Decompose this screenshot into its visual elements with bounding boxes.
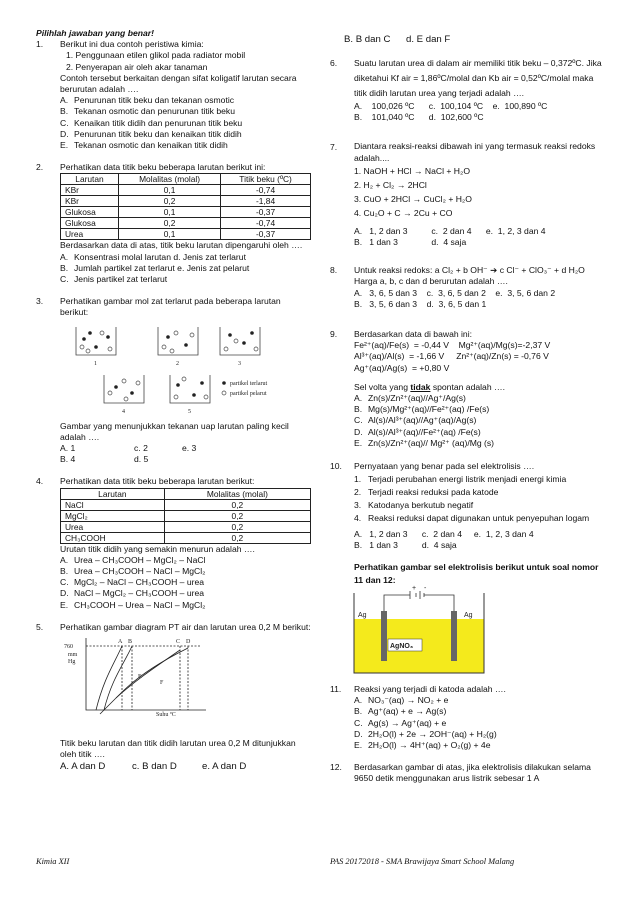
question-text: Diantara reaksi-reaksi dibawah ini yang termasuk reaksi redoks adalah.... [354, 141, 596, 164]
question-number: 3. [36, 296, 44, 307]
option-d[interactable]: D. Penurunan titik beku dan kenaikan titik didih [60, 128, 242, 139]
axis-label: Suhu ºC [156, 712, 176, 719]
table-header: Larutan Molalitas (molal) [61, 488, 311, 499]
option-a[interactable]: A. Konsentrasi molal larutan d. Jenis zat terlarut [60, 251, 246, 262]
question-text: Sel volta yang tidak spontan adalah …. [354, 381, 505, 392]
question-number: 8. [330, 265, 338, 276]
legend-label: partikel terlarut [230, 380, 268, 387]
options-row [60, 761, 311, 772]
point-label: D [186, 639, 191, 646]
option-a[interactable]: A. NO₃⁻(aq) → NO₂ + e [354, 695, 449, 706]
question-text: Urutan titik didih yang semakin menurun adalah …. [60, 543, 255, 554]
table-row: KBr 0,1 -0,74 [61, 185, 311, 196]
question-text: Suatu larutan urea di dalam air memiliki titik beku – 0,372ºC. Jika diketahui Kf air = 1,86ºC/molal dan Kb air = 0,52ºC/molal maka titik didih larutan urea yang terjadi adalah …. [354, 58, 602, 99]
table-header: Larutan Molalitas (molal) Titik beku (ºC) [61, 174, 311, 185]
option-a[interactable]: A. Zn(s)/Zn²⁺(aq)//Ag⁺/Ag(s) [354, 393, 466, 404]
option-d[interactable]: d. 5 [134, 454, 149, 465]
option-c[interactable]: C. Kenaikan titik didih dan penurunan titik beku [60, 117, 243, 128]
options-row [60, 454, 311, 465]
option-c[interactable]: C. Jenis partikel zat terlarut [60, 274, 168, 285]
options-row[interactable]: B. 1 dan 3 d. 4 saja [354, 540, 457, 551]
figure-label: 1 [94, 360, 97, 367]
figure-label: 4 [122, 408, 125, 415]
question-number: 7. [330, 142, 338, 153]
option-b[interactable]: B. B dan C [344, 34, 391, 45]
options-row[interactable]: A. 1, 2 dan 3 c. 2 dan 4 e. 1, 2, 3 dan 4 [354, 226, 546, 237]
point-label: F [160, 680, 164, 687]
item-list [60, 50, 311, 72]
question-number: 12. [330, 762, 342, 773]
question-11 [330, 684, 608, 751]
question-6 [330, 56, 608, 123]
options-row[interactable]: B. 3, 5, 6 dan 3 d. 3, 6, 5 dan 1 [354, 298, 487, 309]
option-a[interactable]: A. Penurunan titik beku dan tekanan osmotic [60, 95, 235, 106]
option-a[interactable]: A. 1 [60, 443, 76, 454]
option-b[interactable]: B. Urea – CH₃COOH – NaCl – MgCl₂ [60, 566, 206, 577]
question-1 [36, 39, 311, 151]
option-e[interactable]: E. CH₃COOH – Urea – NaCl – MgCl₂ [60, 599, 206, 610]
option-a[interactable]: A. Urea – CH₃COOH – MgCl₂ – NaCl [60, 554, 206, 565]
question-text: Harga a, b, c dan d berurutan adalah …. [354, 276, 508, 287]
list-item: 1. Penggunaan etilen glikol pada radiator mobil [66, 50, 246, 61]
options-row[interactable]: B. 101,040 ºC d. 102,600 ºC [354, 112, 484, 123]
option-d[interactable]: D. NaCl – MgCl₂ – CH₃COOH – urea [60, 588, 205, 599]
option-c[interactable]: C. Al(s)/Al³⁺(aq)//Ag⁺(aq)/Ag(s) [354, 415, 477, 426]
question-number: 1. [36, 39, 44, 50]
left-column [36, 28, 311, 772]
question-8 [330, 265, 608, 310]
question-text: Gambar yang menunjukkan tekanan uap larutan paling kecil adalah …. [60, 420, 289, 442]
point-label: B [128, 639, 133, 646]
question-text: Reaksi yang terjadi di katoda adalah …. [354, 684, 506, 695]
question-5 [36, 622, 311, 772]
question-10 [330, 460, 608, 673]
option-e[interactable]: e. 3 [182, 443, 197, 454]
option-b[interactable]: B. Tekanan osmotic dan penurunan titik beku [60, 106, 235, 117]
reaction-item: 2. H₂ + Cl₂ → 2HCl [354, 180, 427, 191]
particle-beakers-figure [60, 321, 310, 419]
question-text: Berdasarkan data di bawah ini: [354, 329, 473, 340]
question-number: 9. [330, 329, 338, 340]
option-b[interactable]: B. Ag⁺(aq) + e → Ag(s) [354, 706, 447, 717]
solution-label: AgNO₃ [390, 643, 414, 651]
statement-item: 4. Reaksi reduksi dapat digunakan untuk penyepuhan logam [354, 513, 590, 524]
question-9 [330, 329, 608, 449]
point-label: A [118, 639, 123, 646]
footer-school: PAS 20172018 - SMA Brawijaya Smart School Malang [330, 856, 515, 866]
question-number: 5. [36, 621, 44, 632]
question-number: 10. [330, 461, 342, 472]
option-c[interactable]: C. MgCl₂ – NaCl – CH₃COOH – urea [60, 577, 205, 588]
option-c[interactable]: C. Ag(s) → Ag⁺(aq) + e [354, 717, 447, 728]
options-row[interactable]: A. 1, 2 dan 3 c. 2 dan 4 e. 1, 2, 3 dan 4 [354, 529, 534, 540]
question-text: Pernyataan yang benar pada sel elektrolisis …. [354, 461, 535, 472]
point-label: E [138, 674, 142, 681]
options-row[interactable]: A. 100,026 ºC c. 100,104 ºC e. 100,890 ºC [354, 101, 548, 112]
question-text: Berdasarkan gambar di atas, jika elektrolisis dilakukan selama 9650 detik menggunakan arus listrik sebesar 1 A [354, 762, 591, 784]
figure-label: 3 [238, 360, 241, 367]
question-text: Perhatikan gambar diagram PT air dan larutan urea 0,2 M berikut: [60, 621, 311, 632]
option-e[interactable]: E. Tekanan osmotic dan kenaikan titik didih [60, 140, 228, 151]
instruction: Pilihlah jawaban yang benar! [36, 28, 154, 38]
electrode-label: Ag [464, 612, 473, 620]
legend-label: partikel pelarut [230, 390, 267, 397]
question-4 [36, 476, 311, 610]
option-c[interactable]: c. 2 [134, 443, 148, 454]
question-text: Berdasarkan data di atas, titik beku larutan dipengaruhi oleh …. [60, 240, 303, 251]
potential-data: Al³⁺(aq)/Al(s) = -1,66 V Zn²⁺(aq)/Zn(s) = -0,76 V [354, 351, 549, 362]
table-row: Glukosa 0,2 -0,74 [61, 218, 311, 229]
option-b[interactable]: B. 4 [60, 454, 76, 465]
diagram-unit: mm [68, 652, 78, 659]
diagram-pressure: 760 [64, 644, 73, 651]
question-text: Perhatikan data titik beku beberapa larutan berikut: [60, 476, 255, 487]
negative-terminal: - [424, 585, 427, 593]
table-row: Glukosa 0,1 -0,37 [61, 207, 311, 218]
statement-item: 2. Terjadi reaksi reduksi pada katode [354, 487, 499, 498]
question-text: Perhatikan data titik beku beberapa larutan berikut ini: [60, 162, 266, 173]
question-number: 2. [36, 162, 44, 173]
question-number: 6. [330, 58, 338, 69]
question-12 [330, 762, 608, 784]
option-e[interactable]: e. A dan D [202, 760, 247, 772]
option-e[interactable]: E. Zn(s)/Zn²⁺(aq)// Mg²⁺ (aq)/Mg (s) [354, 437, 495, 448]
q5-continued-options [330, 34, 608, 45]
electrode-label: Ag [358, 612, 367, 620]
question-text: Titik beku larutan dan titik didih larutan urea 0,2 M ditunjukkan oleh titik …. [60, 738, 296, 760]
table-row: CH₃COOH 0,2 [61, 532, 311, 543]
table-row: MgCl₂ 0,2 [61, 510, 311, 521]
options-row[interactable]: A. 3, 6, 5 dan 3 c. 3, 6, 5 dan 2 e. 3, 5, 6 dan 2 [354, 287, 556, 298]
table-row: Urea 0,1 -0,37 [61, 229, 311, 240]
question-2 [36, 162, 311, 285]
figure-label: 2 [176, 360, 179, 367]
footer-subject: Kimia XII [36, 856, 70, 866]
figure-label: 5 [188, 408, 191, 415]
point-label: C [176, 639, 181, 646]
reaction-item: 3. CuO + 2HCl → CuCl₂ + H₂O [354, 194, 472, 205]
molality-table [60, 488, 311, 544]
right-column [330, 34, 608, 785]
question-number: 11. [330, 684, 342, 695]
diagram-unit: Hg [68, 659, 76, 666]
question-text: Contoh tersebut berkaitan dengan sifat koligatif larutan secara berurutan adalah …. [60, 72, 297, 95]
electrolysis-cell-figure [354, 585, 484, 673]
figure-caption: Perhatikan gambar sel elektrolisis berikut untuk soal nomor 11 dan 12: [354, 562, 599, 586]
statement-item: 3. Katodanya berkutub negatif [354, 500, 474, 511]
list-item: 2. Penyerapan air oleh akar tanaman [66, 61, 208, 72]
option-b[interactable]: B. Jumlah partikel zat terlarut e. Jenis zat pelarut [60, 262, 250, 273]
question-text: Perhatikan gambar mol zat terlarut pada beberapa larutan berikut: [60, 296, 281, 318]
question-text: Berikut ini dua contoh peristiwa kimia: [60, 39, 204, 50]
option-b[interactable]: B. Mg(s)/Mg²⁺(aq)//Fe²⁺(aq) /Fe(s) [354, 404, 490, 415]
reaction-item: 4. Cu₂O + C → 2Cu + CO [354, 208, 453, 219]
potential-data: Ag⁺(aq)/Ag(s) = +0,80 V [354, 362, 450, 373]
question-text: Untuk reaksi redoks: a Cl₂ + b OH⁻ ➔ c Cl⁻ + ClO₃⁻ + d H₂O [354, 265, 585, 276]
pt-diagram [60, 634, 210, 719]
statement-item: 1. Terjadi perubahan energi listrik menjadi energi kimia [354, 474, 567, 485]
option-d[interactable]: d. E dan F [406, 34, 451, 45]
reaction-item: 1. NaOH + HCl → NaCl + H₂O [354, 166, 471, 177]
freezing-point-table [60, 173, 311, 240]
positive-terminal: + [412, 585, 417, 593]
table-row: NaCl 0,2 [61, 499, 311, 510]
option-c[interactable]: c. B dan D [132, 760, 177, 772]
table-row: KBr 0,2 -1,84 [61, 196, 311, 207]
option-e[interactable]: E. 2H₂O(l) → 4H⁺(aq) + O₂(g) + 4e [354, 740, 491, 751]
question-3 [36, 296, 311, 465]
options-row [60, 443, 311, 454]
option-d[interactable]: D. 2H₂O(l) + 2e → 2OH⁻(aq) + H₂(g) [354, 728, 497, 739]
potential-data: Fe²⁺(aq)/Fe(s) = -0,44 V Mg²⁺(aq)/Mg(s)=-2,37 V [354, 340, 551, 351]
table-row: Urea 0,2 [61, 521, 311, 532]
options-row[interactable]: B. 1 dan 3 d. 4 saja [354, 237, 467, 248]
option-a[interactable]: A. A dan D [60, 760, 106, 772]
question-7 [330, 140, 608, 248]
question-number: 4. [36, 476, 44, 487]
option-d[interactable]: D. Al(s)/Al³⁺(aq)//Fe²⁺(aq) /Fe(s) [354, 426, 481, 437]
